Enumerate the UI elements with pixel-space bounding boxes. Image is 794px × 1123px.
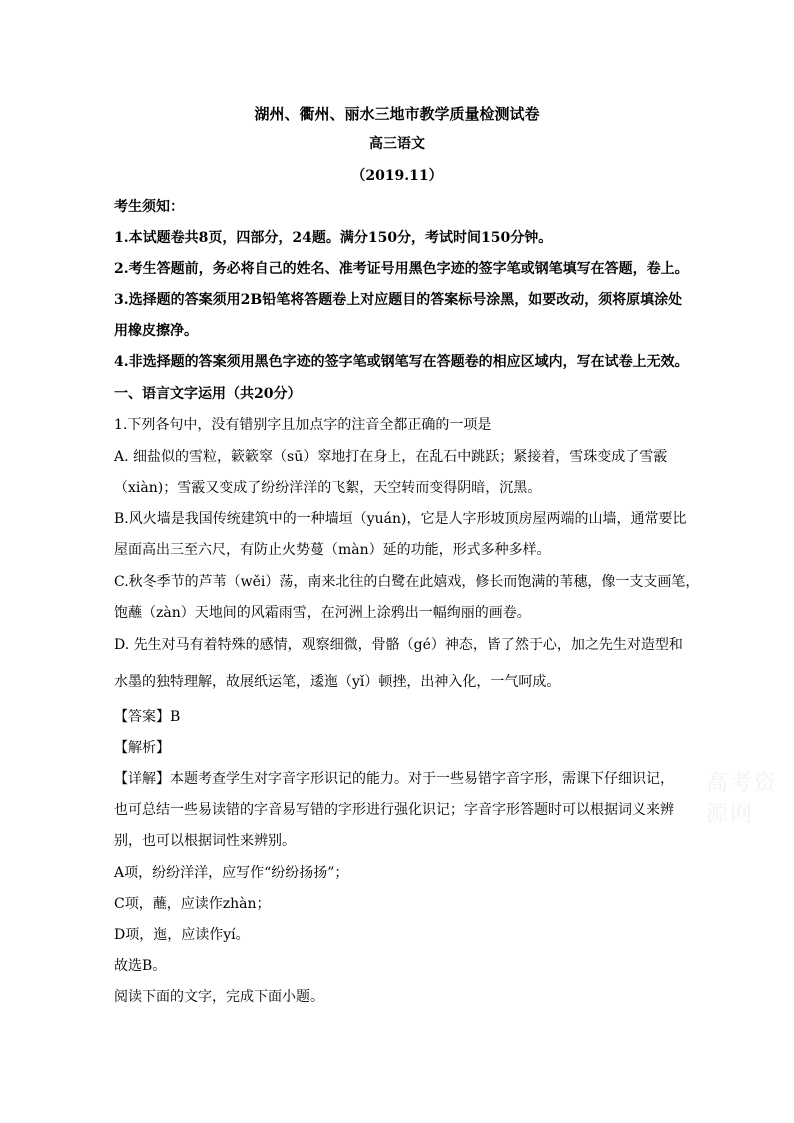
question-stem: 1.下列各句中，没有错别字且加点字的注音全都正确的一项是	[114, 417, 492, 433]
analysis-heading: 【解析】	[114, 740, 170, 756]
option-d-line-2: 水墨的独特理解，故展纸运笔，逶迤（yǐ）顿挫，出神入化，一气呵成。	[114, 674, 561, 690]
option-c-line-2: 饱蘸（zàn）天地间的风霜雨雪，在河洲上涂鸦出一幅绚丽的画卷。	[114, 605, 531, 621]
watermark: 高考资源网	[706, 771, 779, 827]
analysis-line-c: C项，蘸，应读作zhàn；	[114, 896, 271, 912]
answer-label: 【答案】B	[114, 709, 181, 725]
option-b-line-2: 屋面高出三至六尺，有防止火势蔓（màn）延的功能，形式多种多样。	[114, 542, 551, 558]
notice-item-4: 4.非选择题的答案须用黑色字迹的签字笔或钢笔写在答题卷的相应区域内，写在试卷上无效。	[114, 354, 689, 370]
reading-instruction: 阅读下面的文字，完成下面小题。	[114, 989, 324, 1005]
option-d-line-1: D. 先生对马有着特殊的感情，观察细微，骨骼（gé）神态，皆了然于心，加之先生对造型和	[114, 637, 683, 653]
section-heading: 一、语言文字运用（共20分）	[114, 386, 302, 402]
option-c-line-1: C.秋冬季节的芦苇（wěi）荡，南来北往的白鹭在此嬉戏，修长而饱满的苇穗，像一支支画笔，	[114, 574, 700, 590]
analysis-line-1: 【详解】本题考查学生对字音字形识记的能力。对于一些易错字音字形，需课下仔细识记，	[114, 771, 674, 787]
analysis-conclusion: 故选B。	[114, 958, 167, 974]
notice-item-1: 1.本试题卷共8页，四部分，24题。满分150分，考试时间150分钟。	[114, 230, 553, 246]
exam-date: （2019.11）	[351, 168, 443, 184]
exam-subject: 高三语文	[369, 136, 425, 152]
option-b-line-1: B.风火墙是我国传统建筑中的一种墙垣（yuán)，它是人字形坡顶房屋两端的山墙，通常要比	[114, 511, 687, 527]
notice-item-3: 3.选择题的答案须用2B铅笔将答题卷上对应题目的答案标号涂黑，如要改动，须将原填涂处	[114, 292, 683, 308]
notice-item-3-cont: 用橡皮擦净。	[114, 323, 198, 339]
analysis-line-2: 也可总结一些易读错的字音易写错的字形进行强化识记；字音字形答题时可以根据词义来辨	[114, 802, 674, 818]
option-a-line-1: A. 细盐似的雪粒，簌簌窣（sū）窣地打在身上，在乱石中跳跃；紧接着，雪珠变成了雪霰	[114, 449, 668, 465]
analysis-line-d: D项，迤，应读作yí。	[114, 927, 250, 943]
exam-title: 湖州、衢州、丽水三地市教学质量检测试卷	[254, 105, 540, 123]
option-a-line-2: （xiàn)；雪霰又变成了纷纷洋洋的飞絮，天空转而变得阴暗，沉黑。	[114, 480, 542, 496]
analysis-line-a: A项，纷纷洋洋，应写作“纷纷扬扬”；	[114, 865, 349, 881]
notice-item-2: 2.考生答题前，务必将自己的姓名、准考证号用黑色字迹的签字笔或钢笔填写在答题，卷上。	[114, 261, 689, 277]
analysis-line-3: 别，也可以根据词性来辨别。	[114, 833, 296, 849]
notice-heading: 考生须知：	[114, 199, 184, 215]
